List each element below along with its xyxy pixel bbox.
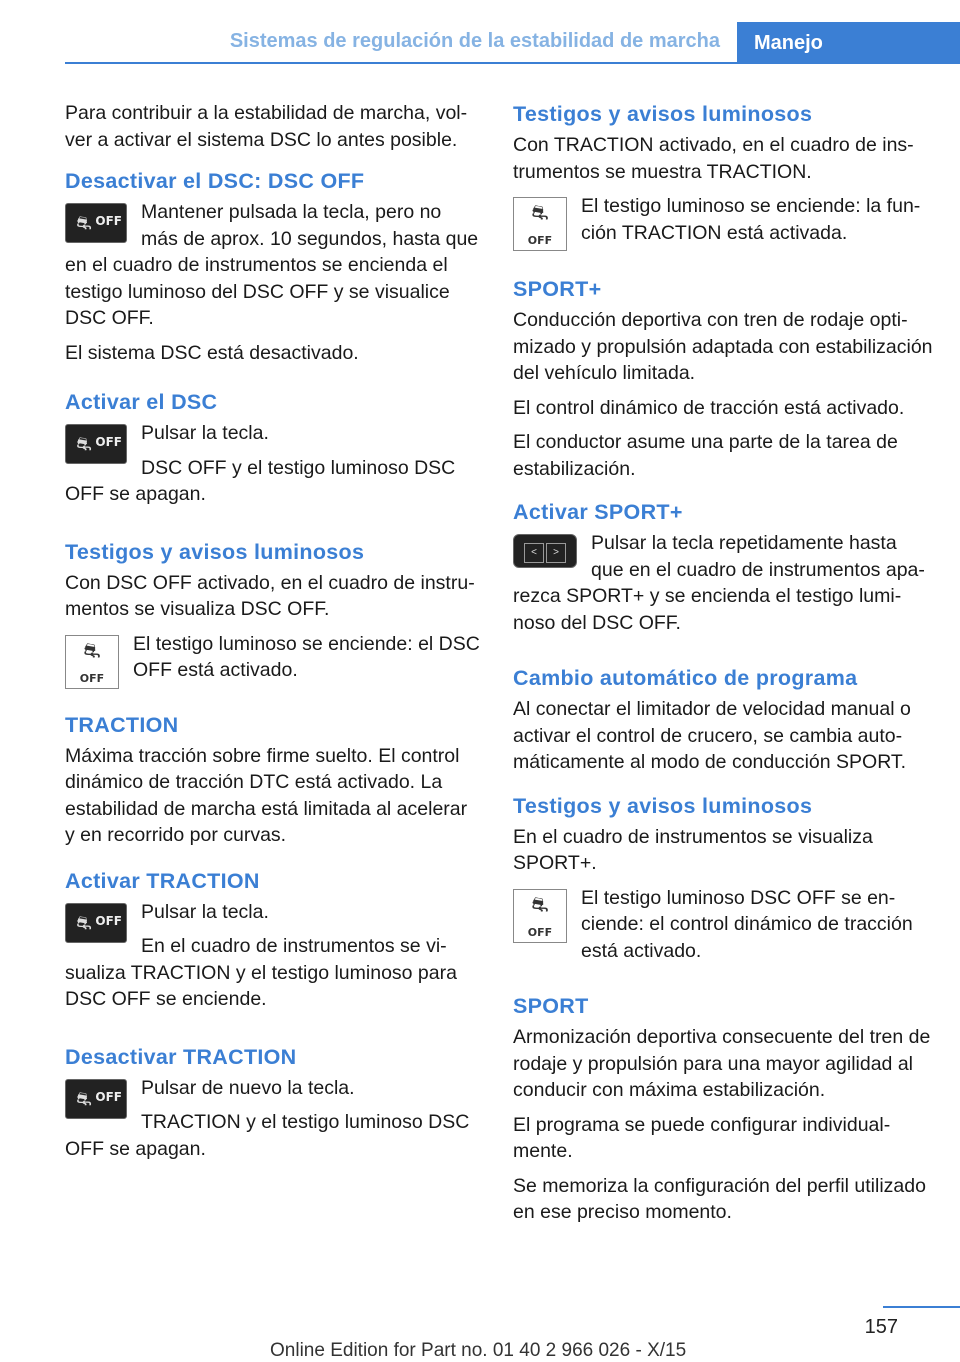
paragraph: TRACTION y el testigo luminoso DSC OFF se apagan. bbox=[65, 1111, 470, 1160]
paragraph: En el cuadro de instrumentos se visualiza TRACTION y el testigo luminoso para DSC OFF se enciende. bbox=[65, 935, 457, 1010]
icon-paragraph bbox=[65, 199, 481, 340]
paragraph: En el cuadro de instrumentos se visualiza SPORT+. bbox=[513, 825, 873, 874]
paragraph: El conductor asume una parte de la tarea de estabilización. bbox=[513, 431, 898, 480]
paragraph: Al conectar el limitador de velocidad manual o activar el control de crucero, se cambia automáticamente al modo de conducción SPORT. bbox=[513, 698, 911, 773]
section-title: Testigos y avisos luminosos bbox=[513, 793, 813, 818]
dsc-off-warning-lamp-icon: ⛐ OFF bbox=[65, 635, 119, 689]
dsc-off-button-icon: ⛐ OFF bbox=[65, 424, 127, 464]
paragraph: Pulsar la tecla. bbox=[141, 900, 269, 923]
section-title: TRACTION bbox=[65, 712, 179, 737]
section-title: Desactivar TRACTION bbox=[65, 1044, 297, 1069]
section-title: Activar el DSC bbox=[65, 390, 218, 414]
icon-paragraph bbox=[513, 193, 933, 255]
paragraph: El programa se puede configurar individualmente. bbox=[513, 1113, 891, 1162]
section-title: Cambio automático de programa bbox=[513, 666, 858, 690]
intro-paragraph: Para contribuir a la estabilidad de marcha, volver a activar el sistema DSC lo antes posible. bbox=[65, 102, 468, 151]
paragraph: Pulsar la tecla repetidamente hasta que en el cuadro de instrumentos aparezca SPORT+ y se encienda el testigo luminoso del DSC OFF. bbox=[513, 532, 925, 634]
paragraph: Armonización deportiva consecuente del tren de rodaje y propulsión para una mayor agilidad al conducir con máxima estabilización. bbox=[513, 1026, 931, 1101]
paragraph: Máxima tracción sobre firme suelto. El control dinámico de tracción DTC está activado. La estabilidad de marcha está limitada al acelerar y en recorrido por curvas. bbox=[65, 744, 468, 846]
dsc-off-button-icon: ⛐ OFF bbox=[65, 903, 127, 943]
paragraph: Pulsar la tecla. bbox=[141, 422, 269, 444]
driving-mode-switch-icon bbox=[513, 534, 577, 568]
footer-edition: Online Edition for Part no. 01 40 2 966 026 - X/15 bbox=[270, 1340, 687, 1361]
header-tab: Manejo bbox=[737, 22, 960, 64]
left-column bbox=[65, 100, 481, 1170]
paragraph: El control dinámico de tracción está activado. bbox=[513, 396, 905, 419]
dsc-off-button-icon: ⛐ OFF bbox=[65, 203, 127, 243]
paragraph: Se memoriza la configuración del perfil utilizado en ese preciso momento. bbox=[513, 1174, 926, 1223]
section-title: Testigos y avisos luminosos bbox=[65, 539, 365, 564]
icon-paragraph bbox=[65, 1075, 481, 1171]
dsc-off-warning-lamp-icon: ⛐ OFF bbox=[513, 197, 567, 251]
paragraph: El testigo luminoso se enciende: el DSC OFF está activado. bbox=[133, 632, 480, 681]
icon-paragraph bbox=[65, 420, 481, 516]
header-title: Sistemas de regulación de la estabilidad de marcha bbox=[229, 30, 720, 52]
dsc-off-button-icon: ⛐ OFF bbox=[65, 1079, 127, 1119]
section-title: SPORT bbox=[513, 994, 589, 1018]
icon-paragraph bbox=[65, 631, 481, 693]
section-title: SPORT+ bbox=[513, 277, 602, 301]
icon-paragraph bbox=[65, 899, 481, 1021]
paragraph: El testigo luminoso se enciende: la función TRACTION está activada. bbox=[581, 195, 921, 244]
section-title: Desactivar el DSC: DSC OFF bbox=[65, 169, 365, 193]
chevron-right-icon: > bbox=[546, 543, 566, 563]
paragraph: DSC OFF y el testigo luminoso DSC OFF se apagan. bbox=[65, 456, 456, 505]
right-column bbox=[513, 100, 933, 1234]
icon-paragraph bbox=[513, 885, 933, 973]
paragraph: Con TRACTION activado, en el cuadro de instrumentos se muestra TRACTION. bbox=[513, 134, 914, 183]
paragraph: Mantener pulsada la tecla, pero no más de aprox. 10 segundos, hasta que en el cuadro de instrumentos se encienda el testigo luminoso del DSC OFF y se visualice DSC OFF. bbox=[65, 201, 479, 329]
paragraph: Pulsar de nuevo la tecla. bbox=[141, 1076, 355, 1099]
dsc-off-warning-lamp-icon: ⛐ OFF bbox=[513, 889, 567, 943]
paragraph: El sistema DSC está desactivado. bbox=[65, 341, 359, 364]
paragraph: El testigo luminoso DSC OFF se enciende: el control dinámico de tracción está activado. bbox=[581, 886, 913, 962]
paragraph: Conducción deportiva con tren de rodaje optimizado y propulsión adaptada con estabilización del vehículo limitada. bbox=[513, 309, 933, 384]
icon-paragraph bbox=[513, 530, 933, 644]
page-number: 157 bbox=[864, 1316, 898, 1338]
section-title: Testigos y avisos luminosos bbox=[513, 102, 813, 126]
chevron-left-icon: < bbox=[524, 543, 544, 563]
paragraph: Con DSC OFF activado, en el cuadro de instrumentos se visualiza DSC OFF. bbox=[65, 571, 475, 620]
footer-line bbox=[883, 1306, 960, 1308]
section-title: Activar SPORT+ bbox=[513, 500, 683, 524]
section-title: Activar TRACTION bbox=[65, 868, 260, 893]
